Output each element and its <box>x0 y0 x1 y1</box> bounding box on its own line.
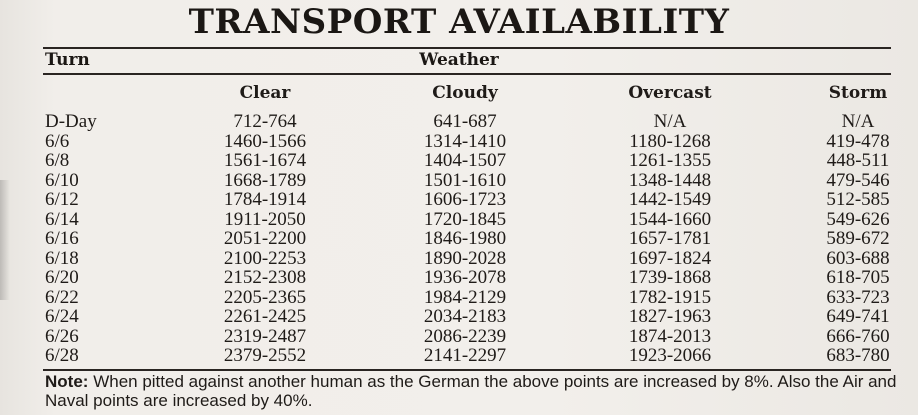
cell-cloudy: 1404-1507 <box>423 150 507 171</box>
table-row <box>0 132 918 152</box>
cell-clear: 2205-2365 <box>223 286 307 308</box>
cell-overcast: 1180-1268 <box>629 130 711 152</box>
cell-turn: 6/8 <box>45 150 70 171</box>
column-header-clear: Clear <box>239 83 291 103</box>
table-row <box>0 327 918 347</box>
cell-turn: 6/26 <box>45 325 79 347</box>
cell-overcast: 1348-1448 <box>628 169 712 191</box>
cell-storm: 603-688 <box>826 247 890 269</box>
cell-overcast: 1923-2066 <box>628 345 712 366</box>
availability-table <box>0 112 918 366</box>
table-row <box>0 268 918 288</box>
cell-clear: 1911-2050 <box>224 208 306 230</box>
cell-clear: 1784-1914 <box>223 189 307 210</box>
cell-clear: 1668-1789 <box>223 169 307 191</box>
cell-storm: 448-511 <box>826 150 890 171</box>
cell-storm: 419-478 <box>826 130 890 152</box>
cell-overcast: 1739-1868 <box>628 267 712 288</box>
table-row <box>0 112 918 132</box>
cell-clear: 2379-2552 <box>223 345 307 366</box>
cell-storm: 649-741 <box>826 306 890 327</box>
cell-turn: 6/22 <box>45 286 79 308</box>
cell-clear: 712-764 <box>233 111 297 132</box>
cell-overcast: 1261-1355 <box>628 150 712 171</box>
cell-turn: 6/12 <box>45 189 79 210</box>
cell-storm: 549-626 <box>826 208 890 230</box>
cell-clear: 2100-2253 <box>223 247 307 269</box>
column-header-storm: Storm <box>828 83 888 103</box>
table-row <box>0 288 918 308</box>
cell-turn: 6/18 <box>45 247 79 269</box>
cell-cloudy: 1720-1845 <box>423 208 507 230</box>
turn-column-header: Turn <box>45 50 90 70</box>
table-row <box>0 229 918 249</box>
cell-cloudy: 641-687 <box>433 111 497 132</box>
table-row <box>0 346 918 366</box>
cell-clear: 2319-2487 <box>223 325 307 347</box>
cell-cloudy: 1846-1980 <box>423 228 507 249</box>
cell-turn: D-Day <box>45 111 97 132</box>
cell-turn: 6/14 <box>45 208 79 230</box>
table-row <box>0 171 918 191</box>
column-header-cloudy: Cloudy <box>432 83 498 103</box>
cell-clear: 1460-1566 <box>223 130 307 152</box>
cell-storm: 633-723 <box>826 286 890 308</box>
table-row <box>0 307 918 327</box>
cell-turn: 6/20 <box>45 267 79 288</box>
cell-cloudy: 1890-2028 <box>423 247 507 269</box>
cell-storm: 666-760 <box>826 325 890 347</box>
footnote <box>45 372 905 410</box>
cell-storm: 683-780 <box>826 345 890 366</box>
cell-cloudy: 1501-1610 <box>423 169 507 191</box>
cell-overcast: 1442-1549 <box>628 189 712 210</box>
page-title: TRANSPORT AVAILABILITY <box>188 2 730 42</box>
top-rule <box>43 47 891 49</box>
cell-cloudy: 2141-2297 <box>423 345 507 366</box>
table-row <box>0 210 918 230</box>
cell-cloudy: 1314-1410 <box>423 130 507 152</box>
cell-storm: N/A <box>841 111 875 132</box>
cell-storm: 589-672 <box>826 228 890 249</box>
cell-cloudy: 1936-2078 <box>423 267 507 288</box>
cell-overcast: 1697-1824 <box>628 247 712 269</box>
cell-cloudy: 2086-2239 <box>423 325 507 347</box>
cell-turn: 6/24 <box>45 306 79 327</box>
cell-overcast: 1544-1660 <box>628 208 712 230</box>
bottom-rule <box>43 369 891 371</box>
cell-turn: 6/10 <box>45 169 79 191</box>
cell-overcast: N/A <box>653 111 687 132</box>
table-row <box>0 249 918 269</box>
cell-cloudy: 1606-1723 <box>423 189 507 210</box>
cell-turn: 6/6 <box>45 130 70 152</box>
cell-turn: 6/28 <box>45 345 79 366</box>
cell-cloudy: 2034-2183 <box>423 306 507 327</box>
note-label: Note: <box>45 372 89 391</box>
column-header-overcast: Overcast <box>628 83 712 103</box>
cell-overcast: 1657-1781 <box>628 228 712 249</box>
cell-turn: 6/16 <box>45 228 79 249</box>
cell-overcast: 1827-1963 <box>628 306 712 327</box>
note-text: When pitted against another human as the German the above points are increased by 8%. Also the Air and Naval points are increased by 40%. <box>45 372 897 410</box>
header-rule <box>43 73 891 75</box>
cell-storm: 479-546 <box>826 169 890 191</box>
cell-clear: 2051-2200 <box>223 228 307 249</box>
cell-clear: 1561-1674 <box>223 150 307 171</box>
cell-storm: 512-585 <box>826 189 890 210</box>
weather-group-header: Weather <box>419 50 499 70</box>
cell-cloudy: 1984-2129 <box>423 286 507 308</box>
table-row <box>0 151 918 171</box>
cell-overcast: 1782-1915 <box>628 286 712 308</box>
cell-storm: 618-705 <box>826 267 890 288</box>
cell-clear: 2152-2308 <box>223 267 307 288</box>
cell-overcast: 1874-2013 <box>628 325 712 347</box>
table-row <box>0 190 918 210</box>
cell-clear: 2261-2425 <box>223 306 307 327</box>
